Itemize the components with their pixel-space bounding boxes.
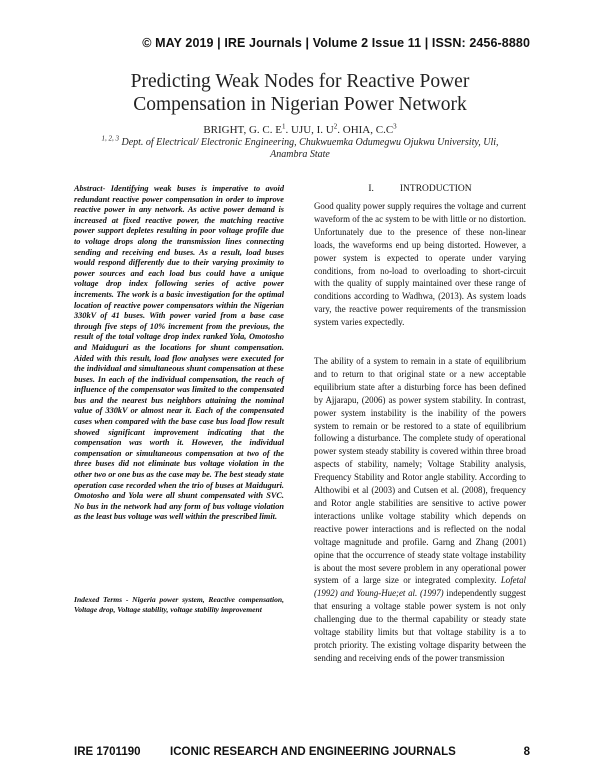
author-3: . OHIA, C.C — [337, 124, 394, 136]
paper-title — [0, 70, 600, 116]
footer-journal-name: ICONIC RESEARCH AND ENGINEERING JOURNALS — [170, 746, 456, 758]
affiliation-sup: 1, 2, 3 — [101, 134, 119, 143]
title-line-1: Predicting Weak Nodes for Reactive Power — [130, 71, 470, 92]
author-2: . UJU, I. U — [285, 124, 334, 136]
author-2-sup: 2 — [333, 122, 338, 131]
intro-paragraph-1: Good quality power supply requires the voltage and current waveform of the ac system to be with little or no distortion. Unfortunately due to the presence of these non-linear loads, the waveforms end up being distorted. However, a power system is expected to operate under varying conditions, from no-load to overloading to short-circuit with the quality of supply maintained over these range of conditions according to Wadhwa, (2013). As system loads vary, the reactive power requirements of the transmission system varies expectedly. — [314, 201, 526, 328]
title-line-2: Compensation in Nigerian Power Network — [133, 94, 467, 115]
abstract: Abstract- Identifying weak buses is imperative to avoid redundant reactive power compensation in order to improve reactive power in any network. As active power demand is increased at fixed reactive power, the matching reactive power support depletes resulting in poor voltage profile due to voltage drops along the transmission lines connecting sending and receiving end buses. As a result, load buses would respond differently due to their varying proximity to power sources and each load bus could have a unique voltage drop index following series of active power increments. The work is a basic investigation for the optimal location of reactive power compensators within the Nigerian 330kV of 41 buses. With power varied from a base case through five steps of 10% increment from the previous, the result of the total voltage drop index ranked Yola, Omotosho and Maiduguri as the locations for shunt compensation. Aided with this result, load flow analyses were executed for the individual and simultaneous shunt compensation at these buses. In each of the individual compensation, the reach of influence of the compensator was limited to the compensated bus and the nearest bus neighbors attaining the nominal value of 330kV or almost near it. Each of the compensated cases when compared with the base case bus load flow result showed significant improvement indicating that the compensation was worth it. However, the individual compensation or simultaneous compensation at two of the three buses did not eliminate bus voltage violation in the other two or one bus as the case may be. The best steady state operation case recorded when the trio of buses at Maiduguri. Omotosho and Yola were all shunt compensated with SVC. No bus in the network had any form of bus voltage violation as the least bus voltage was well within the prescribed limit. — [74, 184, 284, 522]
author-list — [0, 124, 600, 136]
author-3-sup: 3 — [393, 122, 397, 131]
intro-paragraph-2-a: The ability of a system to remain in a state of equilibrium and to return to that original state or a new acceptable equilibrium state after a disturbing force has been defined by Ajjarapu, (2006) as power system stability. In contrast, power system instability is the inability of the powers system to remain or be restored to a state of equilibrium following a disturbance. The complete study of operational power system steady stability is covered within three broad aspects of stability, namely; Voltage Stability analysis, Frequency Stability and Rotor angle stability. According to Althowibi et al (2003) and Cutsen et al. (2008), frequency and Rotor angle stabilities are sensitive to active power interactions unlike voltage stability which depends on reactive power interactions and is reflected on the nodal voltage magnitude and profile. Garng and Zhang (2001) opine that the occurrence of steady state voltage instability is about the most severe problem in any operational power system of a large size or integrated complexity. — [314, 356, 526, 586]
affiliation-line-1: Dept. of Electrical/ Electronic Engineering, Chukwuemka Odumegwu Ojukwu University, Uli, — [118, 137, 499, 148]
affiliation-line-2: Anambra State — [270, 149, 330, 160]
footer-page-number: 8 — [523, 746, 530, 758]
index-terms: Indexed Terms - Nigeria power system, Reactive compensation, Voltage drop, Voltage stability, voltage stability improvement — [74, 595, 284, 614]
journal-header: © MAY 2019 | IRE Journals | Volume 2 Issue 11 | ISSN: 2456-8880 — [142, 36, 530, 50]
intro-paragraph-2-b: independently suggest that ensuring a voltage stable power system is not only challenging due to the thermal capability or steady state voltage stability limits but that voltage stability is a to protch priority. The existing voltage disparity between the sending and receiving ends of the power transmission — [314, 588, 526, 663]
intro-paragraph-2 — [314, 355, 526, 665]
author-1-sup: 1 — [281, 122, 286, 131]
section-heading — [314, 184, 526, 194]
section-title: INTRODUCTION — [399, 184, 472, 194]
footer-paper-id: IRE 1701190 — [74, 746, 141, 758]
author-1: BRIGHT, G. C. E — [203, 124, 282, 136]
intro-citation: Lofetal (1992) and Young-Hue;et al. (1997) — [314, 575, 526, 599]
affiliation — [75, 134, 525, 161]
section-number: I. — [368, 184, 374, 194]
